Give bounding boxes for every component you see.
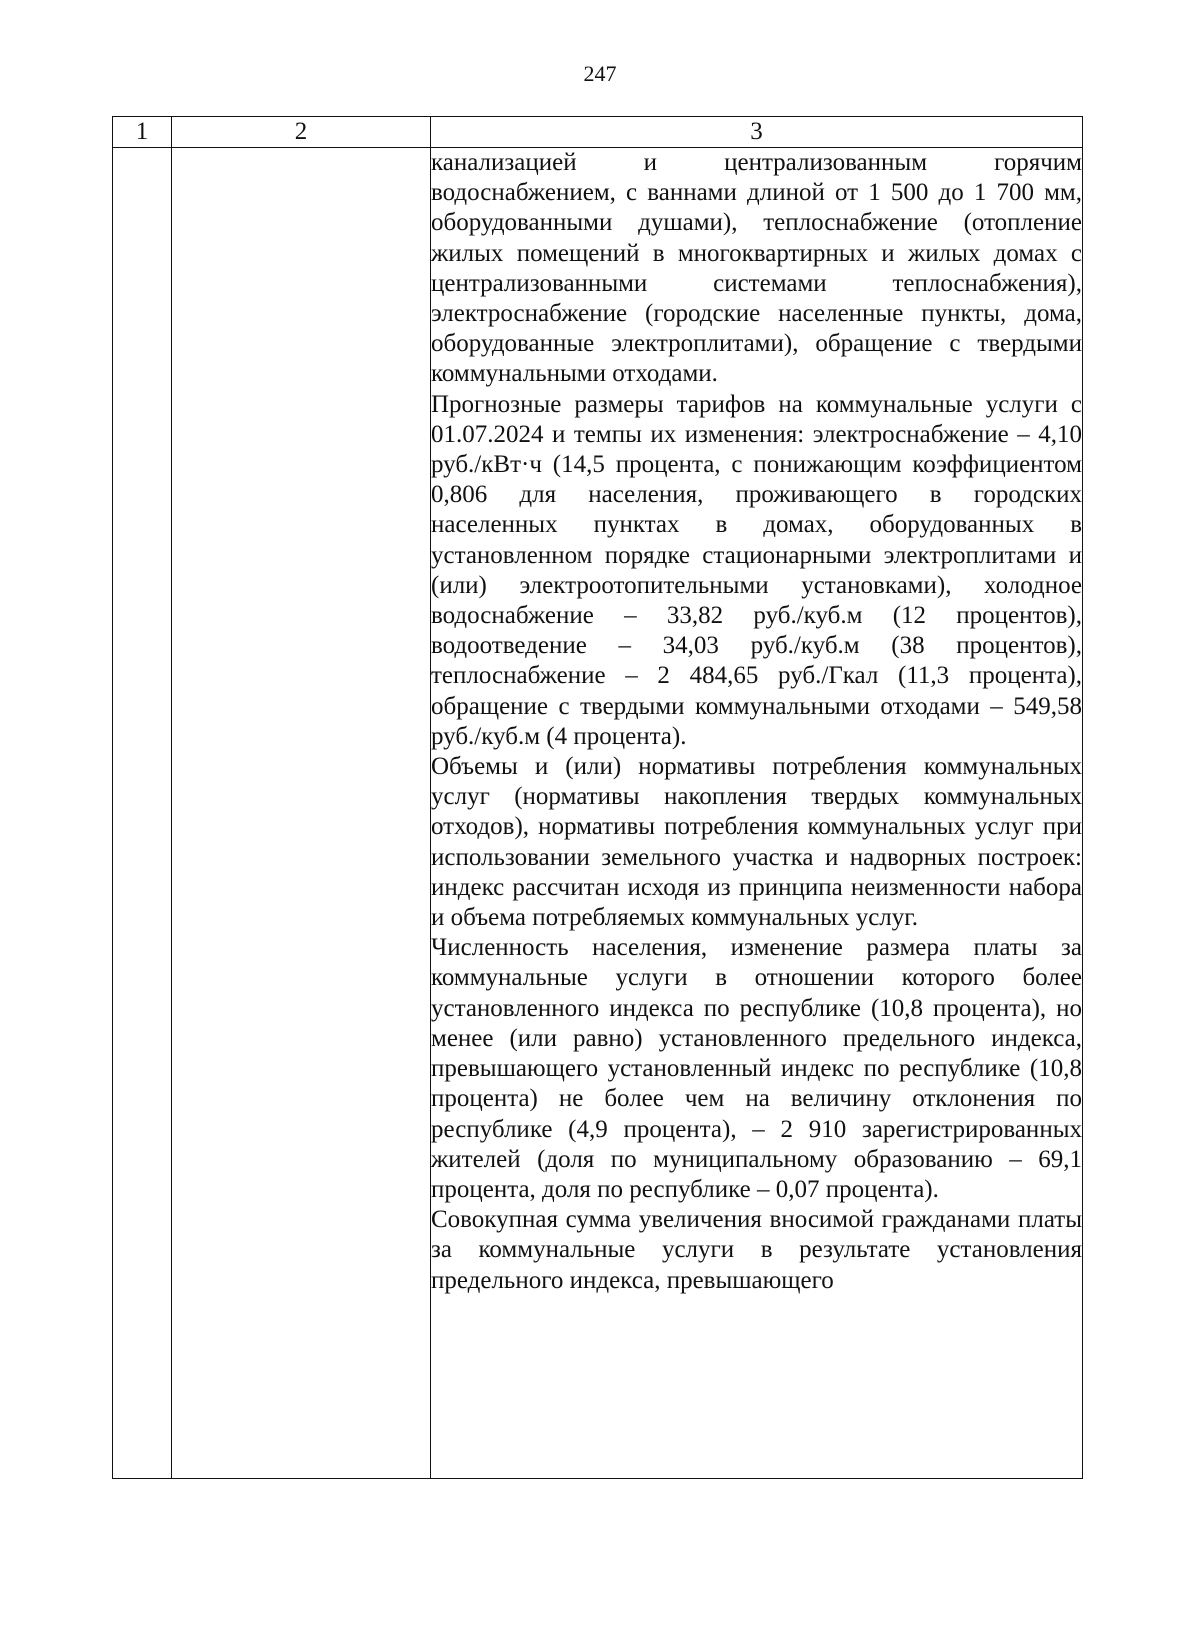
table-row [113,148,1083,1479]
cell-column-2 [172,148,431,1479]
paragraph-consumption-norms: Объемы и (или) нормативы потребления коммунальных услуг (нормативы накопления твердых коммунальных отходов), нормативы потребления коммунальных услуг при использовании земельного участка и надворных построек: индекс рассчитан исходя из принципа неизменности набора и объема потребляемых коммунальных услуг. [431,753,1082,932]
document-table [112,116,1083,1479]
column-header-2: 2 [172,117,431,148]
paragraph-total-increase: Совокупная сумма увеличения вносимой гражданами платы за коммунальные услуги в результате установления предельного индекса, превышающего [431,1206,1082,1294]
paragraph-population: Численность населения, изменение размера платы за коммунальные услуги в отношении которого более установленного индекса по республике (10,8 процента), но менее (или равно) установленного предельного индекса, превышающего установленный индекс по республике (10,8 процента) не более чем на величину отклонения по республике (4,9 процента), – 2 910 зарегистрированных жителей (доля по муниципальному образованию – 69,1 процента, доля по республике – 0,07 процента). [431,934,1082,1203]
table-header-row [113,117,1083,148]
paragraph-utilities-list: канализацией и централизованным горячим водоснабжением, с ваннами длиной от 1 500 до 1 700 мм, оборудованными душами), теплоснабжение (отопление жилых помещений в многоквартирных и жилых домах с централизованными системами теплоснабжения), электроснабжение (городские населенные пункты, дома, оборудованные электроплитами), обращение с твердыми коммунальными отходами. [431,149,1082,388]
paragraph-tariff-forecast: Прогнозные размеры тарифов на коммунальные услуги с 01.07.2024 и темпы их изменения: электроснабжение – 4,10 руб./кВт·ч (14,5 процента, с понижающим коэффициентом 0,806 для населения, проживающего в городских населенных пунктах в домах, оборудованных в установленном порядке стационарными электроплитами и (или) электроотопительными установками), холодное водоснабжение – 33,82 руб./куб.м (12 процентов), водоотведение – 34,03 руб./куб.м (38 процентов), теплоснабжение – 2 484,65 руб./Гкал (11,3 процента), обращение с твердыми коммунальными отходами – 549,58 руб./куб.м (4 процента). [431,390,1082,750]
cell-column-1 [113,148,172,1479]
column-header-1: 1 [113,117,172,148]
page-number: 247 [583,61,617,86]
cell-column-3 [431,148,1083,1479]
column-header-3: 3 [431,117,1083,148]
